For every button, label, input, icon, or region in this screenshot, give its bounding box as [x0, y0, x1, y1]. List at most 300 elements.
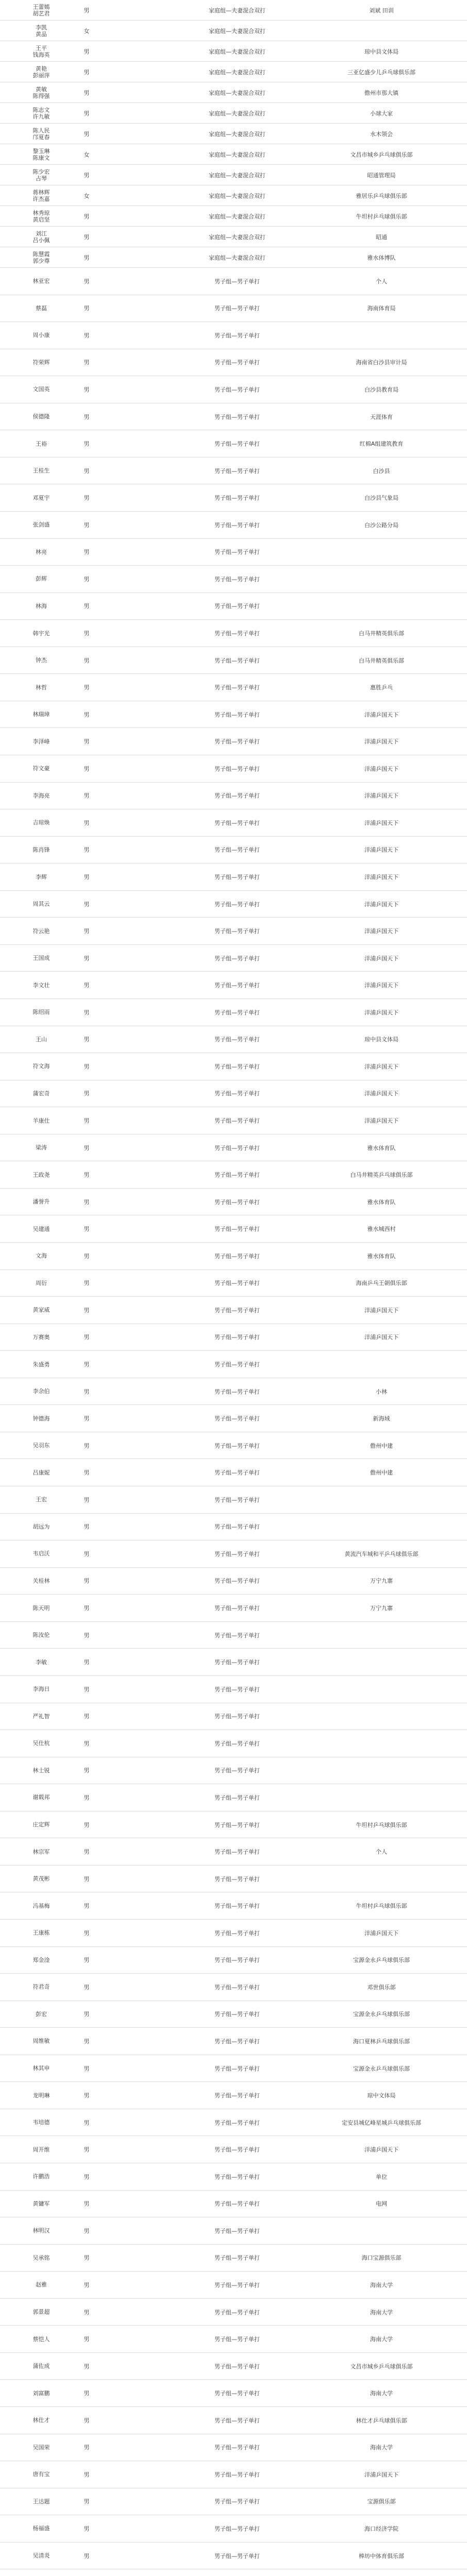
event-name: 男子组—男子单打	[214, 1144, 260, 1151]
event-name: 男子组—男子单打	[214, 874, 260, 881]
player-name: 庄定辉	[32, 1821, 50, 1828]
table-row	[0, 647, 467, 674]
player-name: 陈汝伦	[32, 1632, 50, 1639]
organization: 水木领会	[370, 130, 393, 138]
organization: 白沙县气象局	[364, 495, 398, 502]
player-name: 关桂林	[32, 1577, 50, 1584]
player-gender: 男	[84, 1388, 90, 1395]
player-name: 韦启沃	[32, 1550, 50, 1557]
event-name: 男子组—男子单打	[214, 1226, 260, 1233]
player-gender: 男	[84, 711, 90, 718]
table-row	[0, 2136, 467, 2163]
player-gender: 男	[84, 657, 90, 664]
organization: 洋浦乒国天下	[364, 711, 398, 718]
event-name: 男子组—男子单打	[214, 657, 260, 664]
player-gender: 男	[84, 2038, 90, 2045]
event-name: 男子组—男子单打	[214, 819, 260, 826]
organization: 邓世俱乐部	[367, 1984, 396, 1991]
event-name: 男子组—男子单打	[214, 603, 260, 610]
event-name: 男子组—男子单打	[214, 1875, 260, 1883]
event-name: 男子组—男子单打	[214, 575, 260, 583]
event-name: 男子组—男子单打	[214, 2011, 260, 2018]
player-gender: 男	[84, 2309, 90, 2316]
event-name: 男子组—男子单打	[214, 765, 260, 772]
player-name: 赵雅	[36, 2281, 47, 2289]
table-row	[0, 2055, 467, 2082]
organization: 琼中县文体局	[364, 1036, 398, 1043]
event-name: 男子组—男子单打	[214, 2336, 260, 2343]
event-name: 男子组—男子单打	[214, 413, 260, 420]
table-row	[0, 376, 467, 403]
table-row	[0, 103, 467, 124]
organization: 雅水体育队	[367, 1252, 396, 1260]
event-name: 男子组—男子单打	[214, 1307, 260, 1314]
event-name: 男子组—男子单打	[214, 1252, 260, 1260]
player-gender: 男	[84, 69, 90, 76]
event-name: 男子组—男子单打	[214, 901, 260, 908]
player-gender: 男	[84, 1984, 90, 1991]
player-name: 陈慧霞 郭少尊	[32, 250, 50, 264]
organization: 雅水城西村	[367, 1226, 396, 1233]
event-name: 家庭组—夫妻混合双打	[209, 213, 265, 220]
table-row	[0, 1784, 467, 1811]
event-name: 男子组—男子单打	[214, 1740, 260, 1747]
player-gender: 男	[84, 2227, 90, 2234]
player-name: 李敏	[36, 1658, 47, 1666]
player-name: 彭辉	[36, 575, 47, 583]
player-name: 严礼智	[32, 1713, 50, 1720]
organization: 白沙县教育局	[364, 386, 398, 393]
organization: 白沙公路分局	[364, 521, 398, 529]
player-gender: 男	[84, 549, 90, 556]
player-name: 王国成	[32, 955, 50, 962]
table-row	[0, 124, 467, 144]
organization: 琼中县文体局	[364, 48, 398, 55]
player-gender: 男	[84, 684, 90, 691]
event-name: 男子组—男子单打	[214, 1929, 260, 1937]
player-name: 王桂生	[32, 467, 50, 474]
player-gender: 男	[84, 955, 90, 962]
player-name: 蔡磊	[36, 304, 47, 312]
player-name: 陈人民 邝夏春	[32, 127, 50, 141]
player-name: 吴清炎	[32, 2552, 50, 2560]
organization: 定安县城亿峰星城乒乓球俱乐部	[342, 2119, 421, 2126]
player-gender: 男	[84, 1875, 90, 1883]
table-row	[0, 322, 467, 349]
organization: 惠胜乒乓	[370, 684, 393, 691]
table-row	[0, 2299, 467, 2326]
organization: 白马井精英俱乐部	[359, 657, 404, 664]
event-name: 男子组—男子单打	[214, 630, 260, 637]
player-gender: 男	[84, 738, 90, 745]
organization: 洋浦乒国天下	[364, 874, 398, 881]
player-gender: 女	[84, 151, 90, 158]
player-name: 林秀琼 黄启坚	[32, 209, 50, 223]
table-row	[0, 891, 467, 918]
table-row	[0, 783, 467, 810]
player-name: 陈绍雨	[32, 1009, 50, 1016]
table-row	[0, 1134, 467, 1162]
event-name: 男子组—男子单打	[214, 1578, 260, 1585]
player-name: 黄茂彬	[32, 1875, 50, 1883]
event-name: 家庭组—夫妻混合双打	[209, 27, 265, 35]
event-name: 家庭组—夫妻混合双打	[209, 110, 265, 117]
table-row	[0, 1324, 467, 1351]
table-row	[0, 1892, 467, 1920]
organization: 黄流汽车城和平乒乓球俱乐部	[344, 1550, 419, 1557]
player-name: 符云艳	[32, 927, 50, 935]
organization: 宝源俱乐部	[367, 2498, 396, 2505]
player-name: 李文壮	[32, 981, 50, 989]
player-gender: 男	[84, 467, 90, 474]
player-gender: 男	[84, 1252, 90, 1260]
player-name: 蒋林辉 许杰嘉	[32, 189, 50, 202]
table-row	[0, 2543, 467, 2570]
event-name: 男子组—男子单打	[214, 955, 260, 962]
player-gender: 男	[84, 1659, 90, 1666]
player-name: 黄敏 陈得强	[32, 86, 50, 99]
table-row	[0, 701, 467, 728]
organization: 洋浦乒国天下	[364, 1307, 398, 1314]
event-name: 男子组—男子单打	[214, 2309, 260, 2316]
table-row	[0, 457, 467, 485]
event-name: 男子组—男子单打	[214, 2498, 260, 2505]
event-name: 男子组—男子单打	[214, 332, 260, 339]
player-gender: 男	[84, 2336, 90, 2343]
player-name: 符文海	[32, 1063, 50, 1070]
player-name: 杨福盛	[32, 2525, 50, 2532]
player-gender: 男	[84, 1280, 90, 1287]
player-gender: 男	[84, 332, 90, 339]
organization: 小球大家	[370, 110, 393, 117]
organization: 海南大学	[370, 2309, 393, 2316]
player-name: 蒲佐成	[32, 2363, 50, 2370]
player-gender: 男	[84, 1063, 90, 1070]
player-name: 蒲宏奇	[32, 1090, 50, 1097]
table-row	[0, 2028, 467, 2055]
event-name: 男子组—男子单打	[214, 521, 260, 529]
event-name: 男子组—男子单打	[214, 2417, 260, 2424]
table-row	[0, 1080, 467, 1108]
table-row	[0, 1432, 467, 1460]
event-name: 男子组—男子单打	[214, 1849, 260, 1856]
event-name: 男子组—男子单打	[214, 2119, 260, 2126]
player-name: 林亮	[36, 548, 47, 555]
player-gender: 男	[84, 1713, 90, 1720]
player-name: 胡远为	[32, 1523, 50, 1530]
player-name: 李凯 黄品	[36, 24, 47, 38]
player-name: 韩宇光	[32, 630, 50, 637]
organization: 洋浦乒国天下	[364, 1334, 398, 1341]
table-row	[0, 1838, 467, 1866]
organization: 白沙县	[373, 467, 390, 474]
event-name: 男子组—男子单打	[214, 2038, 260, 2045]
player-name: 周其云	[32, 901, 50, 908]
player-gender: 男	[84, 1740, 90, 1747]
event-name: 家庭组—夫妻混合双打	[209, 151, 265, 158]
player-name: 周维敏	[32, 2038, 50, 2045]
player-gender: 男	[84, 1849, 90, 1856]
player-name: 张剑盛	[32, 521, 50, 529]
table-row	[0, 268, 467, 295]
organization: 洋浦乒国天下	[364, 1929, 398, 1937]
organization: 海口经济学院	[364, 2525, 398, 2532]
organization: 刘斌 田训	[369, 7, 394, 14]
table-row	[0, 2380, 467, 2407]
organization: 海南乒乓王朝俱乐部	[356, 1280, 407, 1287]
event-name: 男子组—男子单打	[214, 1090, 260, 1097]
table-row	[0, 863, 467, 891]
event-name: 家庭组—夫妻混合双打	[209, 7, 265, 14]
player-name: 韦培德	[32, 2119, 50, 2126]
organization: 牛坦村乒乓球俱乐部	[356, 213, 407, 220]
player-gender: 男	[84, 1117, 90, 1125]
player-name: 冯基梅	[32, 1902, 50, 1909]
player-name: 李辉	[36, 873, 47, 880]
table-row	[0, 1703, 467, 1731]
table-row	[0, 1215, 467, 1243]
table-row	[0, 206, 467, 227]
table-row	[0, 566, 467, 593]
event-name: 男子组—男子单打	[214, 1496, 260, 1503]
table-row	[0, 1378, 467, 1405]
organization: 洋浦乒国天下	[364, 2146, 398, 2154]
player-name: 符文豪	[32, 765, 50, 772]
player-name: 蔡恺人	[32, 2335, 50, 2343]
player-gender: 男	[84, 1198, 90, 1206]
player-name: 王达题	[32, 2498, 50, 2505]
player-name: 吴羽东	[32, 1442, 50, 1449]
event-name: 男子组—男子单打	[214, 1713, 260, 1720]
table-row	[0, 972, 467, 999]
organization: 牛坦村乒乓球俱乐部	[356, 1903, 407, 1910]
player-name: 吴建通	[32, 1225, 50, 1232]
player-name: 梁涛	[36, 1144, 47, 1151]
player-name: 王裕	[36, 440, 47, 447]
player-gender: 男	[84, 48, 90, 55]
organization: 棒坊中体育俱乐部	[359, 2552, 404, 2560]
player-name: 王政尧	[32, 1171, 50, 1178]
organization: 宝源金永乒乓球俱乐部	[353, 2065, 410, 2072]
event-name: 男子组—男子单打	[214, 1009, 260, 1016]
table-row	[0, 484, 467, 512]
organization: 雅水体育队	[367, 1198, 396, 1206]
player-name: 文国英	[32, 386, 50, 393]
table-row	[0, 2109, 467, 2137]
player-name: 黎玉琳 陈康文	[32, 147, 50, 161]
organization: 宝源金永乒乓球俱乐部	[353, 2011, 410, 2018]
player-gender: 男	[84, 2363, 90, 2370]
table-row	[0, 1811, 467, 1839]
player-name: 黄家威	[32, 1307, 50, 1314]
player-gender: 男	[84, 413, 90, 420]
player-gender: 男	[84, 1632, 90, 1639]
player-name: 王康栋	[32, 1929, 50, 1937]
event-name: 男子组—男子单打	[214, 684, 260, 691]
organization: 洋浦乒国天下	[364, 846, 398, 854]
table-row	[0, 999, 467, 1026]
organization: 海南大学	[370, 2281, 393, 2289]
event-name: 男子组—男子单打	[214, 2390, 260, 2397]
player-name: 符君奇	[32, 1984, 50, 1991]
player-name: 吉琼焕	[32, 819, 50, 826]
table-row	[0, 2191, 467, 2218]
organization: 雅水体育队	[367, 1144, 396, 1151]
event-name: 男子组—男子单打	[214, 711, 260, 718]
player-name: 潘誉升	[32, 1198, 50, 1206]
table-row	[0, 2272, 467, 2299]
player-gender: 男	[84, 1036, 90, 1043]
player-name: 李海亮	[32, 792, 50, 799]
organization: 洋浦乒国天下	[364, 819, 398, 826]
player-name: 龙明琳	[32, 2092, 50, 2099]
table-row	[0, 1595, 467, 1622]
event-name: 家庭组—夫妻混合双打	[209, 254, 265, 261]
table-row	[0, 144, 467, 165]
organization: 海南大学	[370, 2390, 393, 2397]
organization: 儋州中建	[370, 1469, 393, 1477]
table-row	[0, 1568, 467, 1595]
event-name: 男子组—男子单打	[214, 1117, 260, 1125]
player-gender: 男	[84, 1523, 90, 1531]
event-name: 男子组—男子单打	[214, 1984, 260, 1991]
event-name: 男子组—男子单打	[214, 2065, 260, 2072]
table-row	[0, 1974, 467, 2001]
organization: 海南体育局	[367, 305, 396, 312]
player-gender: 男	[84, 982, 90, 989]
organization: 新海域	[373, 1415, 390, 1422]
player-gender: 男	[84, 2065, 90, 2072]
player-name: 黄艳 彭丽萍	[32, 65, 50, 79]
player-name: 林哲	[36, 684, 47, 691]
player-gender: 男	[84, 1307, 90, 1314]
organization: 洋浦乒国天下	[364, 955, 398, 962]
organization: 海南省白沙县审计局	[356, 359, 407, 366]
event-name: 男子组—男子单打	[214, 1957, 260, 1964]
table-row	[0, 2001, 467, 2028]
table-row	[0, 2082, 467, 2109]
player-gender: 男	[84, 1090, 90, 1097]
table-row	[0, 1514, 467, 1541]
player-gender: 男	[84, 846, 90, 854]
organization: 万宁九寨	[370, 1605, 393, 1612]
event-name: 男子组—男子单打	[214, 1388, 260, 1395]
player-name: 朱盛勇	[32, 1361, 50, 1368]
event-name: 男子组—男子单打	[214, 738, 260, 745]
player-name: 邓夏宇	[32, 494, 50, 501]
event-name: 男子组—男子单打	[214, 440, 260, 448]
player-name: 侯德隆	[32, 413, 50, 420]
player-gender: 男	[84, 2444, 90, 2451]
player-gender: 男	[84, 2417, 90, 2424]
player-gender: 男	[84, 2498, 90, 2505]
player-name: 黄镛军	[32, 2200, 50, 2207]
table-row	[0, 809, 467, 837]
organization: 海南大学	[370, 2444, 393, 2451]
event-name: 家庭组—夫妻混合双打	[209, 69, 265, 76]
player-gender: 男	[84, 2119, 90, 2126]
organization: 洋浦乒国天下	[364, 738, 398, 745]
table-row	[0, 2353, 467, 2380]
player-name: 羊康仕	[32, 1117, 50, 1124]
event-name: 男子组—男子单打	[214, 1767, 260, 1774]
player-gender: 男	[84, 172, 90, 179]
player-gender: 男	[84, 1144, 90, 1151]
event-name: 家庭组—夫妻混合双打	[209, 192, 265, 199]
player-name: 王蕾嫣 胡艺君	[32, 3, 50, 17]
player-name: 谢载邦	[32, 1794, 50, 1801]
player-name: 彭宏	[36, 2010, 47, 2018]
player-gender: 男	[84, 1334, 90, 1341]
table-row	[0, 1622, 467, 1649]
table-row	[0, 1405, 467, 1432]
player-gender: 女	[84, 27, 90, 35]
player-gender: 男	[84, 765, 90, 772]
organization: 洋浦乒国天下	[364, 1090, 398, 1097]
player-gender: 男	[84, 1496, 90, 1503]
table-row	[0, 349, 467, 377]
table-row	[0, 1866, 467, 1893]
event-name: 男子组—男子单打	[214, 2281, 260, 2289]
player-gender: 男	[84, 2092, 90, 2099]
player-gender: 男	[84, 278, 90, 285]
player-name: 周衍	[36, 1279, 47, 1286]
event-name: 男子组—男子单打	[214, 2146, 260, 2154]
event-name: 家庭组—夫妻混合双打	[209, 89, 265, 96]
table-row	[0, 1243, 467, 1270]
organization: 洋浦乒国天下	[364, 2471, 398, 2478]
player-gender: 男	[84, 7, 90, 14]
event-name: 男子组—男子单打	[214, 1523, 260, 1531]
table-row	[0, 620, 467, 647]
organization: 洋浦乒国天下	[364, 1063, 398, 1070]
player-gender: 男	[84, 603, 90, 610]
event-name: 家庭组—夫妻混合双打	[209, 172, 265, 179]
player-name: 钟杰	[36, 657, 47, 664]
player-gender: 女	[84, 192, 90, 199]
event-name: 男子组—男子单打	[214, 2471, 260, 2478]
player-gender: 男	[84, 1550, 90, 1557]
player-name: 陈肖锋	[32, 846, 50, 853]
event-name: 男子组—男子单打	[214, 2363, 260, 2370]
player-gender: 男	[84, 233, 90, 241]
table-row	[0, 1107, 467, 1134]
table-row	[0, 1053, 467, 1080]
player-name: 吴国荣	[32, 2444, 50, 2451]
table-row	[0, 1026, 467, 1054]
player-name: 王平 钱海英	[32, 44, 50, 58]
event-name: 男子组—男子单打	[214, 2227, 260, 2234]
table-row	[0, 2245, 467, 2272]
player-name: 林仕才	[32, 2417, 50, 2424]
table-row	[0, 165, 467, 185]
player-gender: 男	[84, 1226, 90, 1233]
organization: 洋浦乒国天下	[364, 901, 398, 908]
event-name: 男子组—男子单打	[214, 1334, 260, 1341]
event-name: 男子组—男子单打	[214, 2552, 260, 2560]
organization: 儋州市那大镇	[364, 89, 398, 96]
player-gender: 男	[84, 2471, 90, 2478]
player-gender: 男	[84, 874, 90, 881]
event-name: 男子组—男子单打	[214, 359, 260, 366]
event-name: 男子组—男子单打	[214, 846, 260, 854]
table-row	[0, 512, 467, 539]
table-row	[0, 2488, 467, 2516]
player-gender: 男	[84, 1442, 90, 1449]
player-name: 万赛奥	[32, 1333, 50, 1341]
table-row	[0, 185, 467, 206]
table-row	[0, 430, 467, 457]
